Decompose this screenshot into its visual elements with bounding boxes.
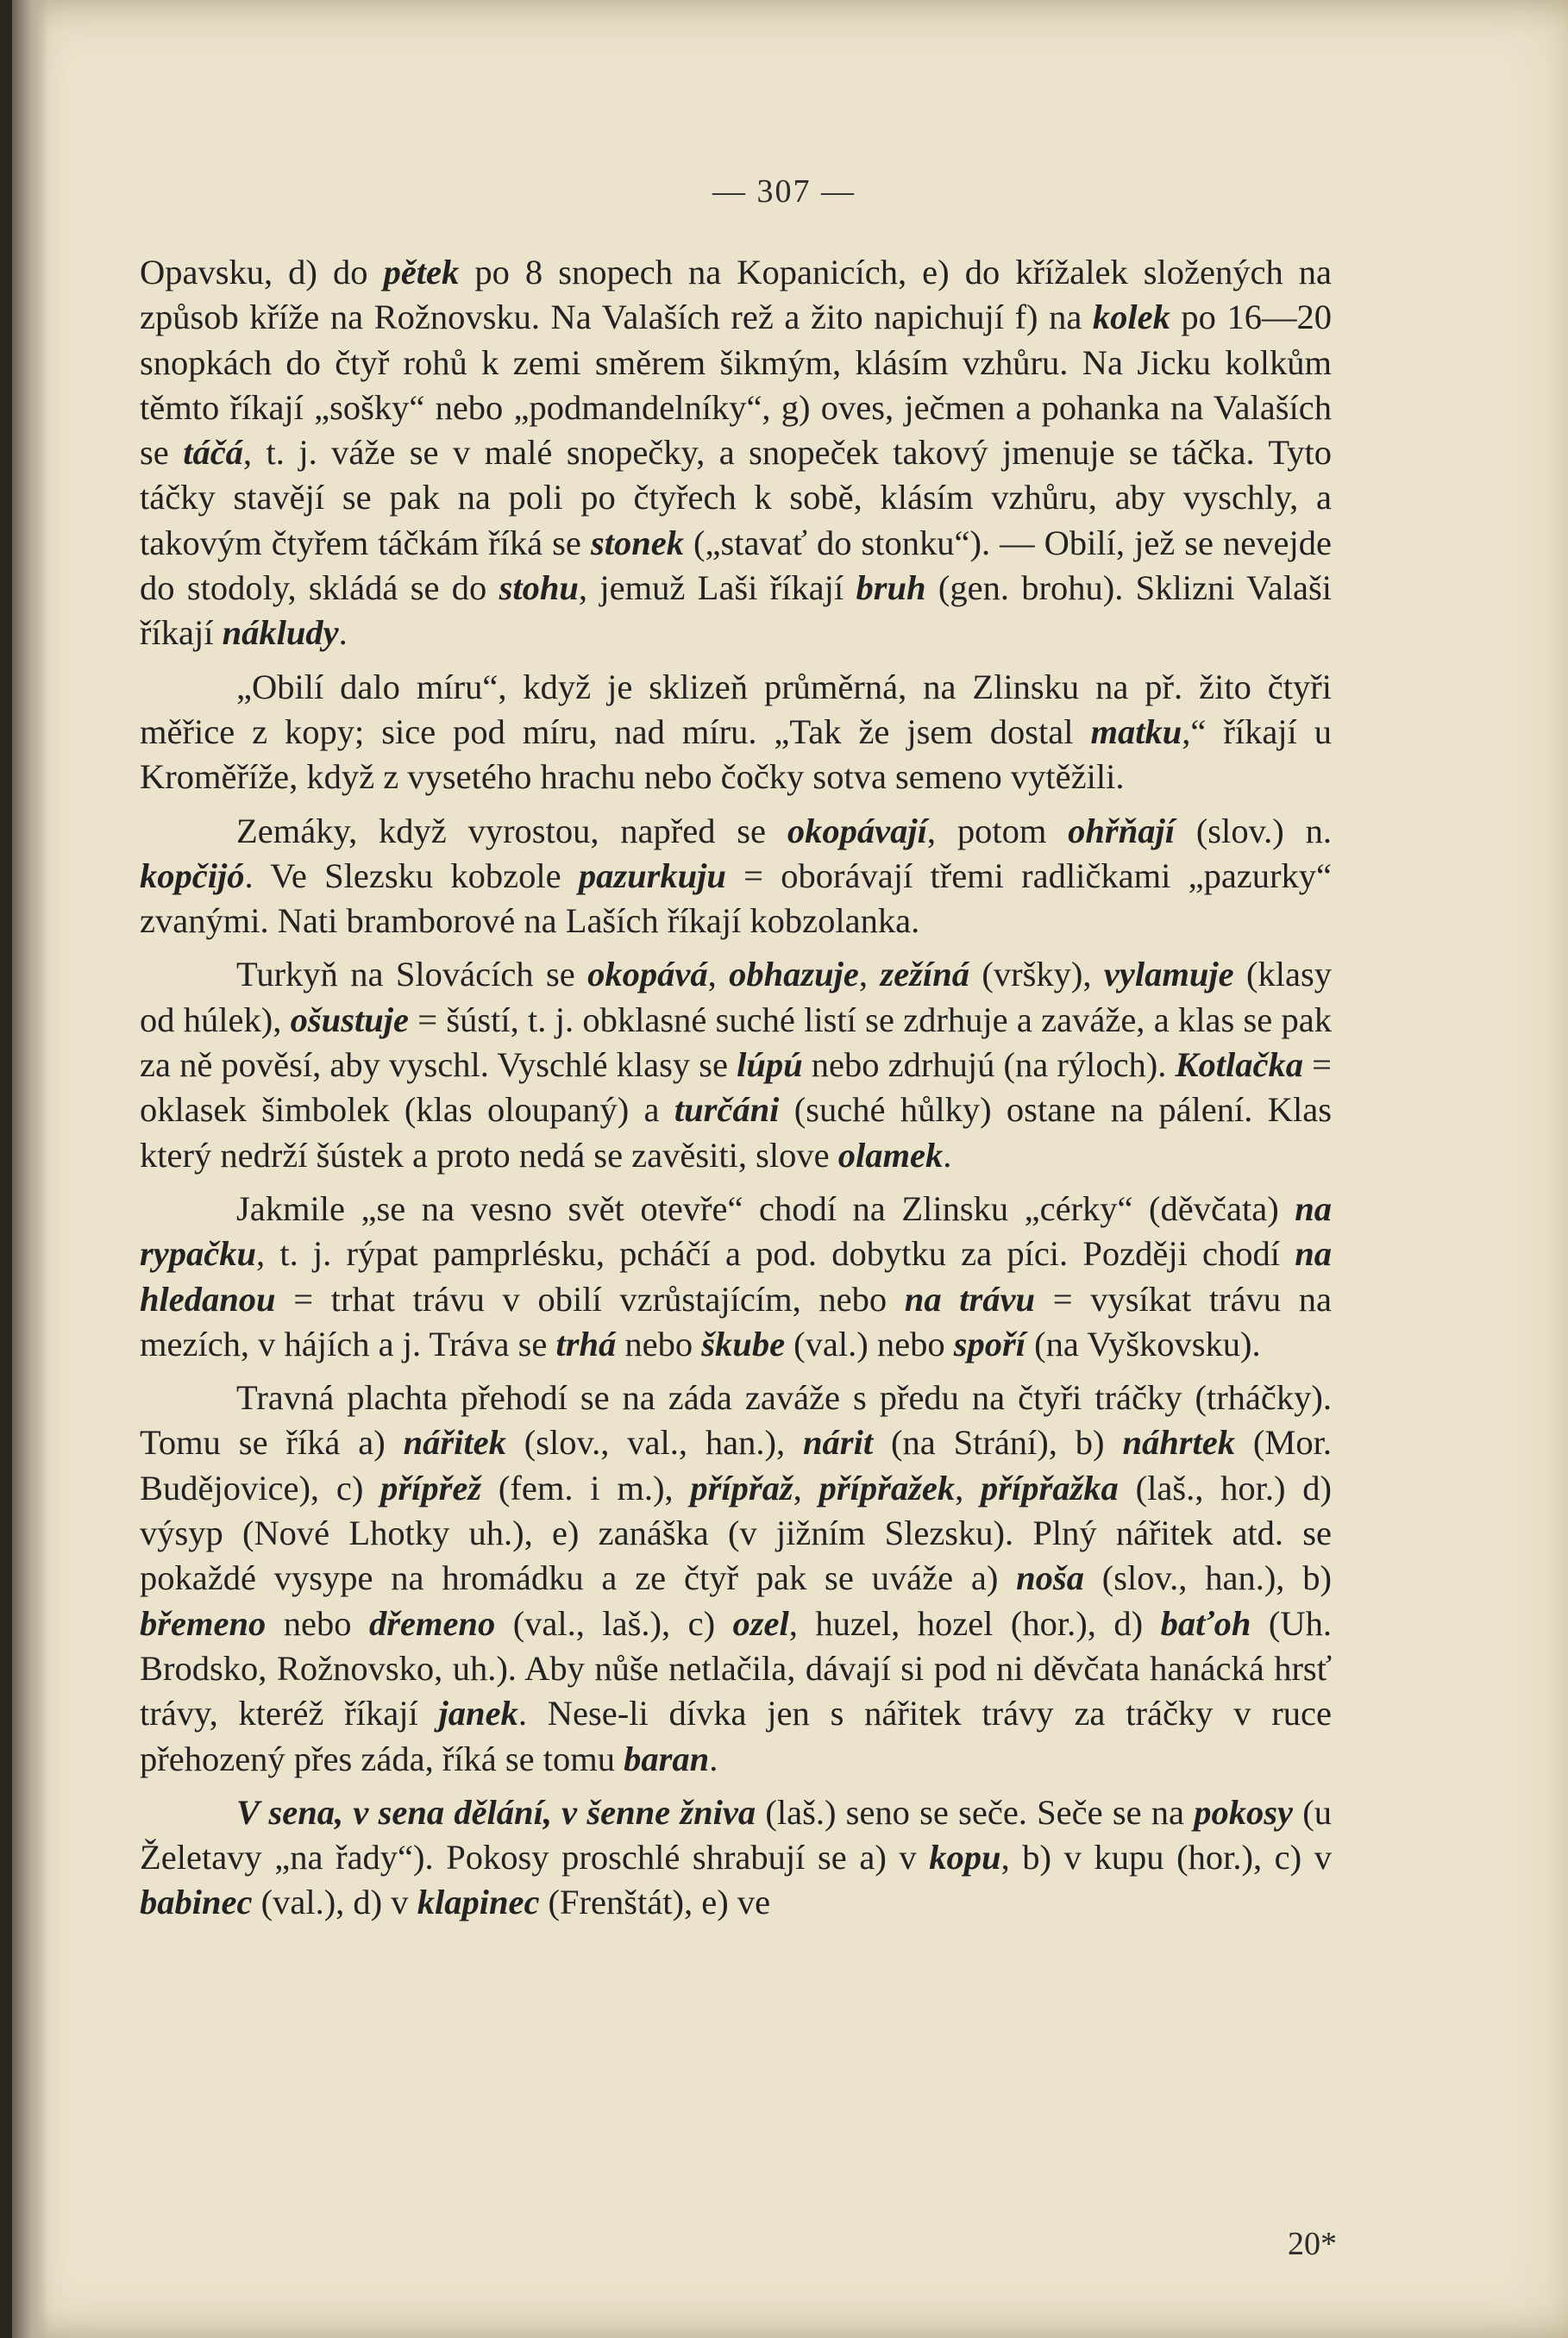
text-run: (laš.) seno se seče. Seče se na — [756, 1792, 1195, 1832]
paragraph — [140, 809, 1332, 944]
italic-term: dřemeno — [368, 1603, 496, 1643]
paragraph — [140, 1790, 1332, 1926]
italic-term: náhrtek — [1122, 1423, 1235, 1463]
paragraph — [140, 1187, 1332, 1367]
italic-term: matku — [1090, 711, 1182, 751]
text-run: (u Želetavy „na řady“). Pokosy proschlé shrabují se a) v — [140, 1792, 1332, 1877]
italic-term: turčáni — [674, 1090, 780, 1130]
italic-term: kolek — [1092, 298, 1170, 337]
text-run: (klasy od húlek), — [140, 955, 1332, 1039]
text-run: (Frenštát), e) ve — [539, 1883, 771, 1922]
text-run: po 8 snopech na Kopanicích, e) do křížalek složených na způsob kříže na Rožnovsku. Na Valaších rež a žito napichují f) na — [140, 253, 1332, 337]
text-run: , — [793, 1468, 819, 1507]
text-run: , — [707, 955, 730, 994]
italic-term: okopává — [587, 955, 708, 994]
text-run: nebo — [266, 1603, 369, 1643]
text-run: , b) v kupu (hor.), c) v — [1000, 1838, 1332, 1877]
text-run: , t. j. váže se v malé snopečky, a snopeček takový jmenuje se táčka. Tyto táčky stavějí se pak na poli po čtyřech k sobě, klásím vzhůru, aby vyschly, a takovým čtyřem táčkám říká se — [140, 433, 1332, 562]
italic-term: nákludy — [222, 613, 339, 653]
italic-term: přípřažek — [818, 1468, 956, 1507]
italic-term: na hledanou — [140, 1234, 1332, 1319]
italic-term: Kotlačka — [1175, 1045, 1304, 1085]
italic-term: přípřež — [380, 1468, 482, 1507]
italic-term: bruh — [856, 568, 926, 608]
paragraph — [140, 250, 1332, 656]
text-run: , huzel, hozel (hor.), d) — [788, 1603, 1161, 1643]
italic-term: stonek — [590, 523, 684, 562]
body-text — [140, 250, 1332, 1934]
italic-term: škube — [701, 1324, 786, 1363]
text-run: (slov., han.), b) — [1083, 1558, 1332, 1598]
paragraph — [140, 1376, 1332, 1782]
text-run: Jakmile „se na vesno svět otevře“ chodí na Zlinsku „cérky“ (děvčata) — [236, 1188, 1295, 1228]
italic-term: břemeno — [140, 1603, 267, 1643]
text-run: , jemuž Laši říkají — [578, 568, 856, 608]
text-run: . — [338, 613, 348, 653]
italic-term: pětek — [383, 253, 460, 291]
italic-term: spoří — [953, 1324, 1026, 1363]
paragraph — [140, 952, 1332, 1177]
text-run: = oborávají třemi radličkami „pazurky“ zvanými. Nati bramborové na Laších říkají kobzolanka. — [140, 856, 1332, 941]
italic-term: ošustuje — [290, 1000, 409, 1039]
text-run: Turkyň na Slovácích se — [236, 955, 588, 994]
text-run: , t. j. rýpat pamprlésku, pcháčí a pod. dobytku za píci. Později chodí — [256, 1234, 1295, 1274]
text-run: (Uh. Brodsko, Rožnovsko, uh.). Aby nůše netlačila, dávají si pod ni děvčata hanácká hrsť trávy, kteréž říkají — [140, 1603, 1332, 1733]
italic-term: ozel — [732, 1603, 789, 1643]
text-run: Zemáky, když vyrostou, napřed se — [236, 811, 787, 850]
text-run: (laš., hor.) d) výsyp (Nové Lhotky uh.), e) zanáška (v jižním Slezsku). Plný nářitek atd. se pokaždé vysype na hromádku a ze čtyř pak se uváže a) — [140, 1468, 1333, 1598]
italic-term: janek — [438, 1694, 518, 1733]
text-run: (slov., val., han.), — [505, 1423, 804, 1463]
signature-mark: 20* — [1288, 2226, 1337, 2262]
italic-term: babinec — [140, 1883, 253, 1922]
italic-term: stohu — [499, 568, 579, 608]
italic-term: vylamuje — [1103, 955, 1234, 994]
text-run: (gen. brohu). Sklizni Valaši říkají — [140, 568, 1333, 653]
text-run: nebo — [616, 1324, 702, 1363]
italic-term: nárit — [803, 1423, 874, 1463]
italic-term: na trávu — [904, 1279, 1036, 1319]
text-run: nebo zdrhujú (na rýloch). — [802, 1045, 1176, 1085]
italic-term: pokosy — [1194, 1792, 1294, 1832]
text-run: (na Vyškovsku). — [1025, 1324, 1261, 1363]
text-run: ,“ říkají u Kroměříže, když z vysetého hrachu nebo čočky sotva semeno vytěžili. — [140, 711, 1332, 797]
text-run: (fem. i m.), — [481, 1468, 691, 1507]
italic-term: lúpú — [737, 1045, 803, 1085]
italic-term: olamek — [837, 1135, 944, 1175]
text-run: . — [943, 1135, 952, 1175]
italic-term: obhazuje — [729, 955, 859, 994]
italic-term: V sena, v sena dělání, v šenne žniva — [236, 1792, 756, 1832]
italic-term: kopu — [929, 1838, 1001, 1877]
italic-term: noša — [1016, 1558, 1084, 1598]
book-gutter — [12, 0, 48, 2338]
italic-term: zežíná — [880, 955, 969, 994]
paragraph — [140, 665, 1332, 800]
italic-term: nářitek — [403, 1423, 506, 1463]
italic-term: přípřaž — [690, 1468, 793, 1507]
italic-term: okopávají — [787, 811, 927, 850]
italic-term: kopčijó — [140, 856, 245, 895]
text-run: = vysíkat trávu na mezích, v hájích a j. Tráva se — [140, 1279, 1332, 1363]
page-number: — 307 — — [712, 173, 856, 210]
text-run: „Obilí dalo míru“, když je sklizeň průměrná, na Zlinsku na př. žito čtyři měřice z kopy; sice pod míru, nad míru. „Tak že jsem dostal — [140, 667, 1332, 751]
italic-term: pazurkuju — [578, 856, 726, 895]
text-run: („stavať do stonku“). — Obilí, jež se nevejde do stodoly, skládá se do — [140, 523, 1332, 608]
text-run: , potom — [926, 811, 1069, 850]
italic-term: klapinec — [417, 1883, 540, 1922]
text-run: Travná plachta přehodí se na záda zaváže s předu na čtyři tráčky (trháčky). Tomu se říká a) — [140, 1378, 1332, 1463]
text-run: (val., laš.), c) — [495, 1603, 733, 1643]
italic-term: baran — [624, 1739, 710, 1778]
italic-term: táčá — [183, 433, 243, 473]
italic-term: trhá — [555, 1324, 617, 1363]
text-run: = oklasek šimbolek (klas oloupaný) a — [140, 1045, 1332, 1130]
text-run: (val.) nebo — [785, 1324, 954, 1363]
text-run: , — [858, 955, 881, 994]
text-run: po 16—20 snopkách do čtyř rohů k zemi směrem šikmým, klásím vzhůru. Na Jicku kolkům těmto říkají „sošky“ nebo „podmandelníky“, g) oves, ječmen a pohanka na Valaších se — [140, 298, 1332, 473]
italic-term: přípřažka — [981, 1468, 1119, 1507]
text-run: , — [955, 1468, 982, 1507]
text-run: = šústí, t. j. obklasné suché listí se zdrhuje a zaváže, a klas se pak za ně pověsí, aby vyschl. Vyschlé klasy se — [140, 1000, 1332, 1085]
text-run: . — [709, 1739, 718, 1778]
italic-term: na rypačku — [140, 1188, 1332, 1274]
text-run: (vršky), — [969, 955, 1104, 994]
text-run: (slov.) n. — [1174, 811, 1333, 850]
italic-term: ohřňají — [1068, 811, 1175, 850]
text-run: Opavsku, d) do — [140, 253, 384, 291]
text-run: . Nese-li dívka jen s nářitek trávy za tráčky v ruce přehozený přes záda, říká se tomu — [140, 1694, 1332, 1778]
text-run: (Mor. Budějovice), c) — [140, 1423, 1333, 1507]
text-run: (na Strání), b) — [873, 1423, 1123, 1463]
text-run: . Ve Slezsku kobzole — [244, 856, 579, 895]
text-run: (val.), d) v — [252, 1883, 417, 1922]
text-run: = trhat trávu v obilí vzrůstajícím, nebo — [275, 1279, 905, 1319]
italic-term: baťoh — [1160, 1603, 1251, 1643]
text-run: (suché hůlky) ostane na pálení. Klas který nedrží šústek a proto nedá se zavěsiti, slove — [140, 1090, 1332, 1175]
